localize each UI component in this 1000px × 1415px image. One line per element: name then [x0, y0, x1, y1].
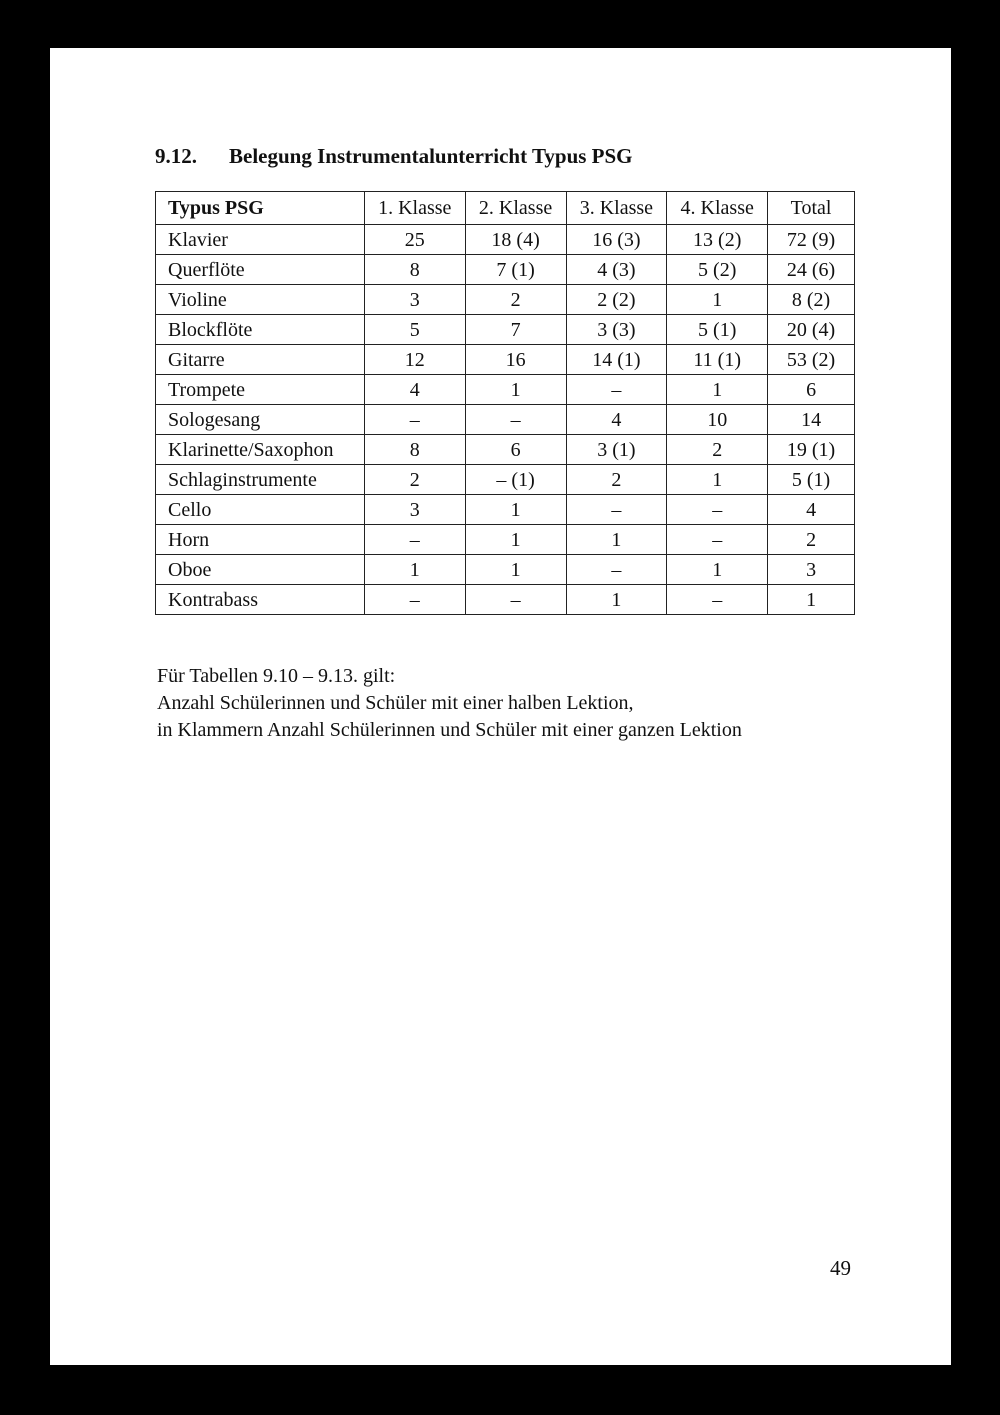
klasse-3-value: 2: [566, 465, 667, 495]
klasse-1-value: –: [364, 585, 465, 615]
klasse-1-value: 3: [364, 285, 465, 315]
klasse-4-value: –: [667, 495, 768, 525]
table-row: [156, 585, 855, 615]
table-row: [156, 375, 855, 405]
klasse-2-value: 7 (1): [465, 255, 566, 285]
instrument-name: Horn: [156, 525, 365, 555]
document-page: [50, 48, 951, 1365]
table-row: [156, 315, 855, 345]
klasse-1-value: 2: [364, 465, 465, 495]
instrument-name: Cello: [156, 495, 365, 525]
klasse-2-value: –: [465, 585, 566, 615]
table-row: [156, 405, 855, 435]
total-value: 72 (9): [768, 225, 855, 255]
table-row: [156, 285, 855, 315]
table-row: [156, 345, 855, 375]
instrument-name: Querflöte: [156, 255, 365, 285]
instrument-name: Sologesang: [156, 405, 365, 435]
klasse-3-value: 4: [566, 405, 667, 435]
klasse-3-value: 3 (3): [566, 315, 667, 345]
klasse-1-value: 8: [364, 435, 465, 465]
klasse-4-value: –: [667, 525, 768, 555]
instrument-name: Klavier: [156, 225, 365, 255]
section-number: 9.12.: [155, 144, 197, 168]
klasse-3-value: 1: [566, 525, 667, 555]
header-total: Total: [768, 192, 855, 225]
instrument-name: Gitarre: [156, 345, 365, 375]
total-value: 5 (1): [768, 465, 855, 495]
instrument-name: Schlaginstrumente: [156, 465, 365, 495]
klasse-1-value: –: [364, 405, 465, 435]
klasse-3-value: 1: [566, 585, 667, 615]
total-value: 4: [768, 495, 855, 525]
klasse-2-value: 6: [465, 435, 566, 465]
header-typus: Typus PSG: [156, 192, 365, 225]
header-klasse-1: 1. Klasse: [364, 192, 465, 225]
total-value: 14: [768, 405, 855, 435]
instrument-name: Trompete: [156, 375, 365, 405]
klasse-1-value: 3: [364, 495, 465, 525]
klasse-2-value: – (1): [465, 465, 566, 495]
table-row: [156, 495, 855, 525]
klasse-1-value: 8: [364, 255, 465, 285]
total-value: 24 (6): [768, 255, 855, 285]
table-footnote: [157, 663, 742, 744]
klasse-4-value: 13 (2): [667, 225, 768, 255]
header-klasse-3: 3. Klasse: [566, 192, 667, 225]
klasse-2-value: 1: [465, 495, 566, 525]
table-body: [156, 225, 855, 615]
klasse-3-value: 16 (3): [566, 225, 667, 255]
klasse-2-value: 1: [465, 525, 566, 555]
klasse-4-value: 1: [667, 285, 768, 315]
klasse-4-value: 1: [667, 375, 768, 405]
table-row: [156, 465, 855, 495]
klasse-2-value: 7: [465, 315, 566, 345]
table-row: [156, 525, 855, 555]
total-value: 3: [768, 555, 855, 585]
instrument-name: Blockflöte: [156, 315, 365, 345]
header-klasse-4: 4. Klasse: [667, 192, 768, 225]
klasse-2-value: –: [465, 405, 566, 435]
klasse-1-value: 4: [364, 375, 465, 405]
note-line: Für Tabellen 9.10 – 9.13. gilt:: [157, 665, 396, 687]
section-title: Belegung Instrumentalunterricht Typus PSG: [229, 144, 633, 168]
klasse-3-value: –: [566, 495, 667, 525]
instrument-name: Klarinette/Saxophon: [156, 435, 365, 465]
klasse-4-value: 1: [667, 465, 768, 495]
table-row: [156, 225, 855, 255]
instrument-name: Violine: [156, 285, 365, 315]
klasse-2-value: 1: [465, 375, 566, 405]
table-header-row: [156, 192, 855, 225]
total-value: 2: [768, 525, 855, 555]
klasse-4-value: 1: [667, 555, 768, 585]
total-value: 20 (4): [768, 315, 855, 345]
klasse-2-value: 18 (4): [465, 225, 566, 255]
klasse-4-value: 10: [667, 405, 768, 435]
klasse-3-value: 3 (1): [566, 435, 667, 465]
total-value: 53 (2): [768, 345, 855, 375]
klasse-4-value: –: [667, 585, 768, 615]
klasse-3-value: 2 (2): [566, 285, 667, 315]
total-value: 6: [768, 375, 855, 405]
klasse-3-value: 14 (1): [566, 345, 667, 375]
klasse-1-value: –: [364, 525, 465, 555]
instrument-table: [155, 191, 855, 615]
klasse-3-value: –: [566, 555, 667, 585]
klasse-1-value: 25: [364, 225, 465, 255]
klasse-3-value: –: [566, 375, 667, 405]
klasse-1-value: 5: [364, 315, 465, 345]
instrument-name: Kontrabass: [156, 585, 365, 615]
klasse-1-value: 12: [364, 345, 465, 375]
klasse-1-value: 1: [364, 555, 465, 585]
section-heading: [155, 144, 633, 169]
klasse-4-value: 11 (1): [667, 345, 768, 375]
klasse-2-value: 16: [465, 345, 566, 375]
klasse-2-value: 2: [465, 285, 566, 315]
klasse-4-value: 2: [667, 435, 768, 465]
table-row: [156, 435, 855, 465]
table-row: [156, 555, 855, 585]
total-value: 8 (2): [768, 285, 855, 315]
note-line: Anzahl Schülerinnen und Schüler mit einer halben Lektion,: [157, 692, 634, 714]
instrument-name: Oboe: [156, 555, 365, 585]
header-klasse-2: 2. Klasse: [465, 192, 566, 225]
klasse-4-value: 5 (2): [667, 255, 768, 285]
page-number: 49: [830, 1256, 851, 1280]
total-value: 1: [768, 585, 855, 615]
klasse-4-value: 5 (1): [667, 315, 768, 345]
klasse-3-value: 4 (3): [566, 255, 667, 285]
total-value: 19 (1): [768, 435, 855, 465]
note-line: in Klammern Anzahl Schülerinnen und Schüler mit einer ganzen Lektion: [157, 719, 742, 741]
klasse-2-value: 1: [465, 555, 566, 585]
table-row: [156, 255, 855, 285]
